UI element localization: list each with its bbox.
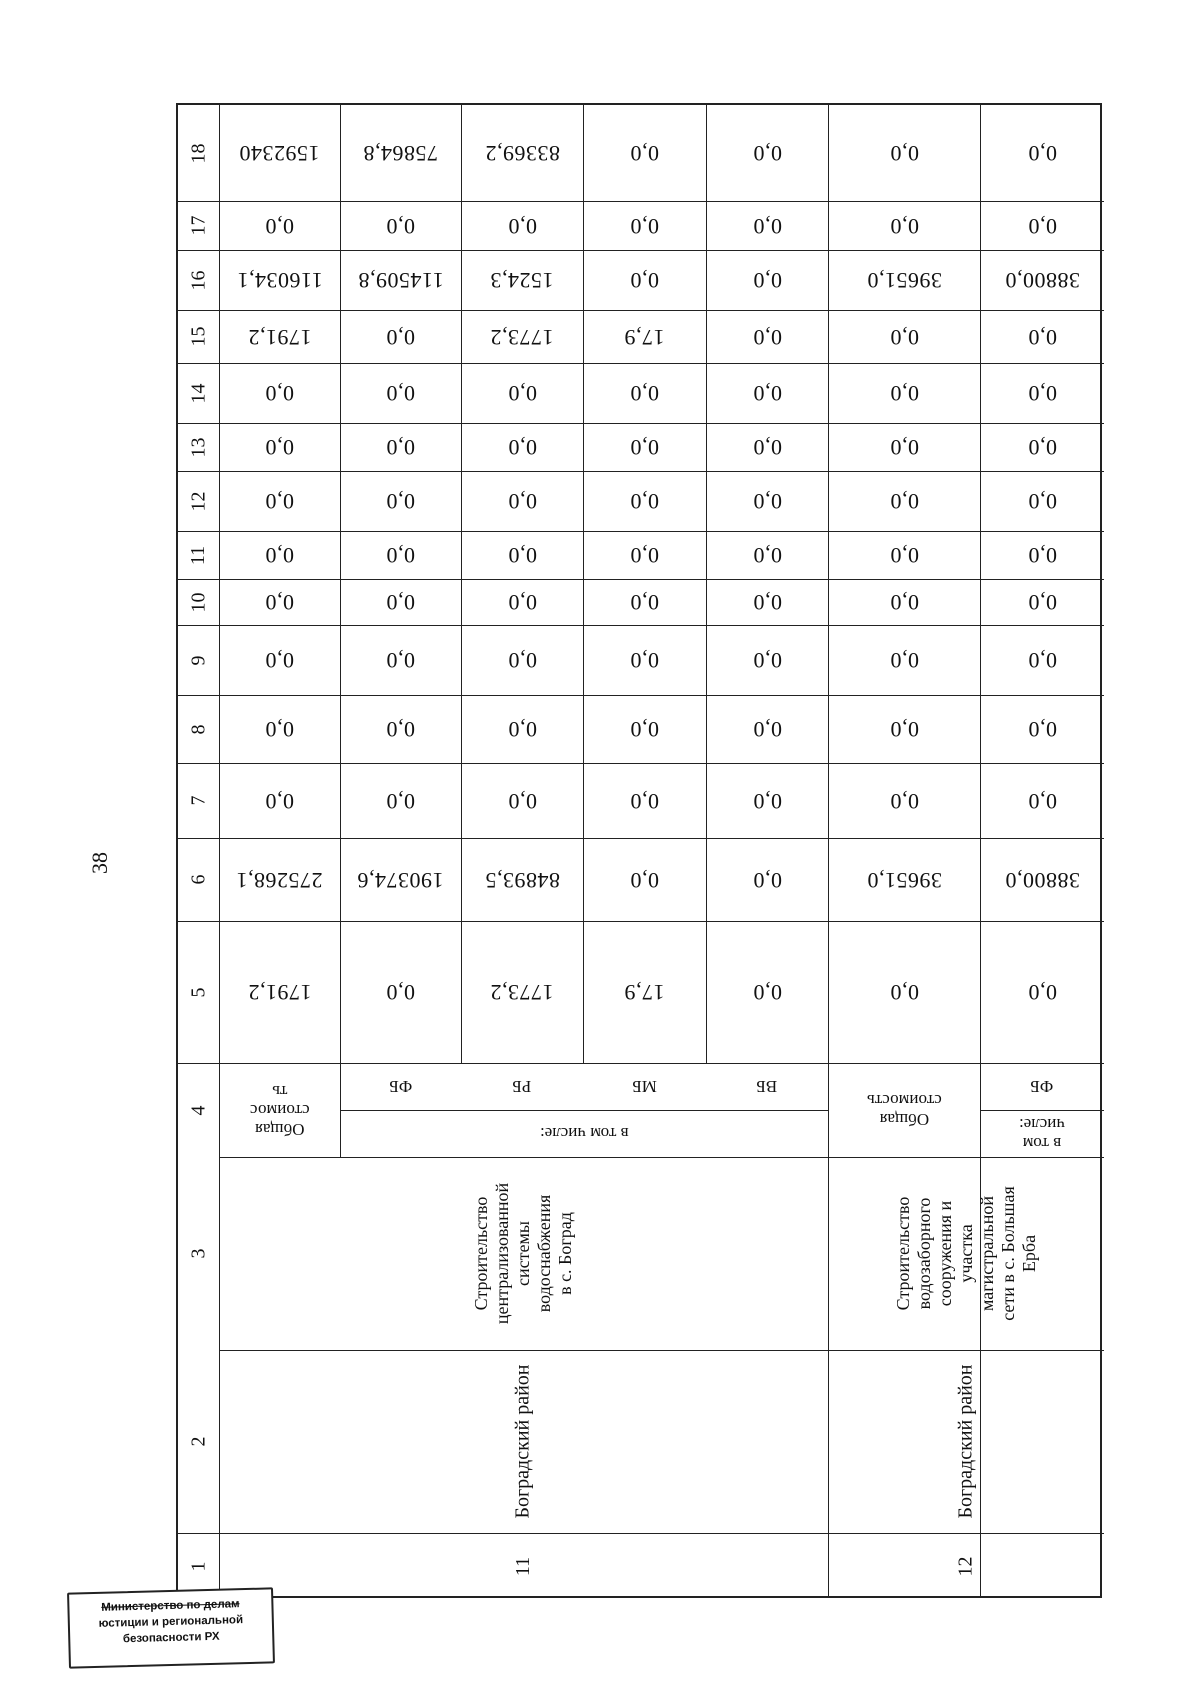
r12-total-value: 0,0 [889, 590, 919, 615]
column-number-11 [178, 531, 219, 579]
r11-total-value: 1791,2 [247, 324, 312, 350]
label-line: Общая [254, 1119, 305, 1139]
r12-fb-label-text: ФБ [1030, 1077, 1054, 1096]
table-cell [461, 625, 583, 695]
table-cell [583, 763, 706, 838]
column-number-text: 12 [187, 491, 209, 511]
r12-fb-value: 38800,0 [1004, 268, 1080, 293]
p12-number-text: 12 [954, 1556, 977, 1577]
table-cell [980, 921, 1104, 1063]
r11-total-value: 0,0 [265, 590, 294, 615]
table-cell [583, 625, 706, 695]
table-cell [583, 471, 706, 531]
table-cell [828, 625, 980, 695]
r11-fb-value: 75864,8 [363, 141, 438, 166]
table-cell [828, 310, 980, 363]
column-number-3 [178, 1157, 219, 1350]
r11-vb-value: 0,0 [752, 590, 782, 615]
p11-number [219, 1533, 828, 1600]
table-cell [980, 363, 1104, 423]
r11-vb-value: 0,0 [752, 648, 782, 673]
r11-mb-value: 0,0 [630, 489, 659, 514]
p11-district-text: Боградский район [512, 1364, 534, 1519]
table-cell [340, 310, 461, 363]
p12-description-text [892, 1186, 1039, 1321]
column-number-text: 16 [187, 270, 209, 290]
r11-vb-value: 0,0 [752, 980, 782, 1005]
r11-mb-value: 0,0 [630, 648, 659, 673]
table-cell [461, 695, 583, 763]
r12-incl-label [980, 1110, 1104, 1157]
r11-incl-label-text: в том числе: [539, 1124, 629, 1143]
p11-description-text [471, 1183, 576, 1324]
description-line: водоснабжения [533, 1194, 554, 1313]
page-number: 38 [87, 852, 112, 874]
r11-mb-value: 0,0 [630, 381, 659, 406]
table-cell [980, 250, 1104, 310]
column-number-18 [178, 105, 219, 201]
column-number-text: 2 [187, 1436, 209, 1447]
table-cell [340, 838, 461, 921]
table-cell [219, 531, 340, 579]
stamp-line-3: безопасности РХ [122, 1630, 220, 1646]
p12-district-text: Боградский район [954, 1364, 977, 1519]
r11-mb-value: 0,0 [630, 867, 659, 893]
r11-rb-value: 0,0 [507, 435, 537, 460]
r12-fb-value: 0,0 [1027, 717, 1057, 742]
table-cell [461, 471, 583, 531]
description-line: Строительство [470, 1196, 491, 1311]
r12-fb-value: 0,0 [1027, 543, 1057, 568]
r11-vb-value: 0,0 [752, 213, 782, 239]
table-cell [583, 921, 706, 1063]
table-cell [583, 310, 706, 363]
r11-fb-label-text: ФБ [388, 1077, 413, 1096]
table-cell [706, 921, 828, 1063]
r11-fb-value: 0,0 [386, 435, 415, 460]
r11-mb-value: 0,0 [630, 213, 659, 239]
r11-rb-value: 83369,2 [484, 141, 560, 166]
r11-fb-value: 190374,6 [357, 867, 444, 893]
table-cell [828, 423, 980, 471]
label-line: в том [1022, 1133, 1062, 1153]
r12-fb-value: 0,0 [1027, 489, 1057, 514]
table-cell [340, 471, 461, 531]
r12-total-value: 0,0 [889, 648, 919, 673]
r11-total-label [219, 1063, 340, 1157]
r11-rb-value: 0,0 [507, 381, 537, 406]
r11-fb-value: 0,0 [386, 717, 415, 742]
column-number-text: 3 [187, 1248, 209, 1259]
r11-rb-value: 0,0 [507, 788, 537, 814]
r11-total-value: 1791,2 [247, 980, 312, 1005]
table-cell [340, 625, 461, 695]
r11-vb-value: 0,0 [752, 324, 782, 350]
r12-fb-value: 0,0 [1027, 980, 1057, 1005]
r11-fb-value: 0,0 [386, 381, 415, 406]
r12-fb-value: 0,0 [1027, 381, 1057, 406]
r11-fb-value: 0,0 [386, 213, 415, 239]
r11-vb-value: 0,0 [752, 543, 782, 568]
table-cell [706, 625, 828, 695]
table-cell [219, 105, 340, 201]
label-line: Общая [879, 1110, 929, 1129]
description-line: Ерба [1018, 1234, 1039, 1273]
column-number-5 [178, 921, 219, 1063]
column-number-4 [178, 1063, 219, 1157]
r12-fb-value: 0,0 [1027, 788, 1057, 814]
table-cell [583, 363, 706, 423]
p11-district [219, 1350, 828, 1533]
r11-total-label-text [250, 1082, 310, 1139]
r11-rb-value: 84893,5 [484, 867, 560, 893]
r11-rb-value: 0,0 [507, 717, 537, 742]
r11-mb-value: 0,0 [630, 435, 659, 460]
table-cell [980, 838, 1104, 921]
table-cell [706, 250, 828, 310]
column-number-8 [178, 695, 219, 763]
r11-vb-label [706, 1063, 828, 1110]
r11-rb-value: 0,0 [507, 489, 537, 514]
r11-rb-value: 1773,2 [490, 324, 554, 350]
r12-total-value: 39651,0 [866, 867, 942, 893]
r11-total-value: 0,0 [265, 213, 294, 239]
r11-rb-value: 0,0 [507, 213, 537, 239]
table-cell [706, 531, 828, 579]
r11-total-value: 0,0 [265, 788, 294, 814]
r11-mb-value: 0,0 [630, 268, 659, 293]
table-cell [583, 531, 706, 579]
table-cell [706, 838, 828, 921]
table-cell [828, 531, 980, 579]
column-number-text: 14 [187, 383, 209, 403]
r12-total-value: 0,0 [889, 788, 919, 814]
r11-rb-value: 1524,3 [490, 268, 554, 293]
table-cell [980, 625, 1104, 695]
table-cell [340, 763, 461, 838]
table-cell [219, 363, 340, 423]
table-cell [340, 921, 461, 1063]
ministry-stamp [67, 1587, 275, 1668]
description-line: Строительство [892, 1196, 913, 1311]
table-cell [828, 838, 980, 921]
label-line: стоимость [866, 1091, 942, 1110]
r12-fb-value: 0,0 [1027, 648, 1057, 673]
table-cell [706, 423, 828, 471]
column-number-13 [178, 423, 219, 471]
table-cell [219, 625, 340, 695]
table-cell [828, 695, 980, 763]
column-number-9 [178, 625, 219, 695]
r12-fb-value: 0,0 [1027, 141, 1057, 166]
table-cell [461, 423, 583, 471]
r12-total-label-text [867, 1091, 942, 1129]
label-line: числе: [1019, 1114, 1065, 1134]
r12-total-value: 0,0 [889, 324, 919, 350]
r11-total-value: 0,0 [265, 489, 294, 514]
r12-fb-value: 0,0 [1027, 590, 1057, 615]
r11-fb-value: 0,0 [386, 543, 415, 568]
description-line: магистральной [976, 1196, 997, 1311]
r12-total-value: 0,0 [889, 213, 919, 239]
r11-total-value: 275268,1 [236, 867, 323, 893]
r11-fb-value: 114509,8 [357, 268, 444, 293]
column-number-text: 7 [187, 795, 209, 806]
table-cell [583, 695, 706, 763]
table-cell [980, 423, 1104, 471]
table-cell [828, 363, 980, 423]
p11-description [219, 1157, 828, 1350]
table-cell [980, 201, 1104, 250]
r11-vb-value: 0,0 [752, 435, 782, 460]
table-cell [828, 105, 980, 201]
r11-vb-value: 0,0 [752, 717, 782, 742]
table-cell [461, 579, 583, 625]
r12-total-value: 39651,0 [866, 268, 942, 293]
table-cell [340, 531, 461, 579]
column-number-17 [178, 201, 219, 250]
column-number-12 [178, 471, 219, 531]
description-line: сети в с. Большая [997, 1186, 1018, 1321]
table-cell [461, 531, 583, 579]
table-cell [219, 310, 340, 363]
column-number-6 [178, 838, 219, 921]
table-cell [340, 579, 461, 625]
r12-total-value: 0,0 [889, 543, 919, 568]
table-cell [828, 201, 980, 250]
table-cell [219, 250, 340, 310]
r12-fb-value: 0,0 [1027, 213, 1057, 239]
column-number-10 [178, 579, 219, 625]
r11-total-value: 0,0 [265, 648, 294, 673]
description-line: системы [512, 1221, 533, 1286]
r12-incl-label-text [1019, 1115, 1065, 1153]
column-number-7 [178, 763, 219, 838]
column-number-text: 5 [187, 987, 209, 997]
table-cell [706, 105, 828, 201]
table-cell [828, 250, 980, 310]
description-line: водозаборного [913, 1197, 934, 1310]
column-number-text: 6 [187, 874, 209, 885]
r12-total-value: 0,0 [889, 435, 919, 460]
table-cell [583, 838, 706, 921]
column-number-text: 9 [187, 655, 209, 665]
table-cell [219, 838, 340, 921]
r11-fb-label [340, 1063, 461, 1110]
r11-rb-label [461, 1063, 583, 1110]
r11-total-value: 1592340 [239, 141, 320, 166]
column-number-14 [178, 363, 219, 423]
table-cell [706, 310, 828, 363]
table-cell [461, 921, 583, 1063]
r11-mb-value: 17,9 [624, 980, 665, 1005]
column-number-text: 13 [187, 437, 209, 457]
r11-vb-value: 0,0 [752, 381, 782, 406]
table-cell [340, 250, 461, 310]
table-cell [340, 695, 461, 763]
table-cell [583, 105, 706, 201]
column-number-16 [178, 250, 219, 310]
r11-fb-value: 0,0 [386, 788, 415, 814]
r11-fb-value: 0,0 [386, 648, 415, 673]
table-cell [828, 579, 980, 625]
description-line: централизованной [491, 1182, 512, 1325]
r11-mb-value: 0,0 [630, 788, 659, 814]
r11-vb-value: 0,0 [752, 268, 782, 293]
table-cell [340, 363, 461, 423]
column-number-text: 15 [187, 326, 209, 347]
table-cell [219, 471, 340, 531]
stamp-line-1: Министерство по делам [101, 1598, 240, 1614]
table-cell [461, 201, 583, 250]
table-cell [219, 921, 340, 1063]
r11-fb-value: 0,0 [386, 489, 415, 514]
r11-total-value: 0,0 [265, 435, 294, 460]
rotated-budget-table [176, 103, 1102, 1598]
table-cell [706, 695, 828, 763]
table-cell [583, 579, 706, 625]
table-cell [828, 471, 980, 531]
table-cell [340, 423, 461, 471]
table-cell [340, 105, 461, 201]
column-number-text: 1 [187, 1561, 209, 1572]
table-cell [583, 201, 706, 250]
r11-incl-label [340, 1110, 828, 1157]
r11-rb-value: 0,0 [507, 648, 537, 673]
r12-fb-value: 38800,0 [1004, 867, 1080, 893]
table-cell [219, 695, 340, 763]
table-cell [706, 763, 828, 838]
column-number-text: 17 [187, 215, 209, 236]
p11-number-text: 11 [511, 1556, 534, 1577]
column-number-15 [178, 310, 219, 363]
r11-total-value: 116034,1 [236, 268, 323, 293]
column-number-text: 8 [187, 724, 209, 734]
r11-vb-value: 0,0 [752, 489, 782, 514]
r11-total-value: 0,0 [265, 543, 294, 568]
table-cell [219, 579, 340, 625]
table-cell [980, 531, 1104, 579]
r12-total-label [828, 1063, 980, 1157]
table-cell [583, 423, 706, 471]
r11-mb-label-text: МБ [632, 1077, 657, 1096]
r11-fb-value: 0,0 [386, 324, 415, 350]
r11-mb-value: 0,0 [630, 141, 659, 166]
r11-mb-value: 0,0 [630, 717, 659, 742]
r12-fb-value: 0,0 [1027, 324, 1057, 350]
table-cell [340, 201, 461, 250]
p12-description [828, 1157, 1104, 1350]
r11-mb-value: 0,0 [630, 590, 659, 615]
table-cell [706, 201, 828, 250]
r11-vb-value: 0,0 [752, 867, 782, 893]
r12-total-value: 0,0 [889, 717, 919, 742]
table-cell [461, 363, 583, 423]
table-cell [828, 921, 980, 1063]
r11-rb-label-text: РБ [512, 1077, 532, 1096]
r11-rb-value: 1773,2 [490, 980, 554, 1005]
r12-fb-label [980, 1063, 1104, 1110]
table-cell [828, 763, 980, 838]
table-cell [461, 310, 583, 363]
table-cell [980, 310, 1104, 363]
table-cell [980, 695, 1104, 763]
r11-total-value: 0,0 [265, 381, 294, 406]
p12-district [828, 1350, 1104, 1533]
r11-total-value: 0,0 [265, 717, 294, 742]
r11-rb-value: 0,0 [507, 543, 537, 568]
table-cell [980, 471, 1104, 531]
p12-number [828, 1533, 1104, 1600]
r12-total-value: 0,0 [889, 980, 919, 1005]
r12-fb-value: 0,0 [1027, 435, 1057, 460]
description-line: участка [955, 1224, 976, 1283]
table-cell [583, 250, 706, 310]
r11-fb-value: 0,0 [386, 980, 415, 1005]
column-number-text: 10 [187, 592, 209, 612]
table-cell [219, 423, 340, 471]
label-line: ть [271, 1081, 288, 1101]
table-cell [706, 363, 828, 423]
column-number-text: 11 [186, 545, 209, 565]
table-cell [219, 763, 340, 838]
r11-vb-value: 0,0 [752, 788, 782, 814]
column-number-text: 18 [187, 143, 209, 163]
description-line: сооружения и [934, 1200, 955, 1307]
r11-rb-value: 0,0 [507, 590, 537, 615]
table-cell [980, 105, 1104, 201]
table-cell [706, 579, 828, 625]
table-cell [980, 763, 1104, 838]
column-number-text: 4 [187, 1105, 209, 1115]
r11-fb-value: 0,0 [386, 590, 415, 615]
r11-vb-value: 0,0 [752, 141, 782, 166]
table-cell [461, 838, 583, 921]
r12-total-value: 0,0 [889, 141, 919, 166]
r12-total-value: 0,0 [889, 381, 919, 406]
label-line: стоимос [249, 1100, 310, 1120]
table-cell [706, 471, 828, 531]
table-cell [461, 250, 583, 310]
r11-mb-label [583, 1063, 706, 1110]
table-cell [219, 201, 340, 250]
stamp-line-2: юстиции и региональной [98, 1614, 244, 1630]
r11-mb-value: 0,0 [630, 543, 659, 568]
table-cell [980, 579, 1104, 625]
r12-total-value: 0,0 [889, 489, 919, 514]
r11-mb-value: 17,9 [624, 324, 665, 350]
column-number-2 [178, 1350, 219, 1533]
r11-vb-label-text: ВБ [756, 1077, 778, 1096]
table-cell [461, 105, 583, 201]
table-cell [461, 763, 583, 838]
description-line: в с. Боград [554, 1212, 575, 1295]
